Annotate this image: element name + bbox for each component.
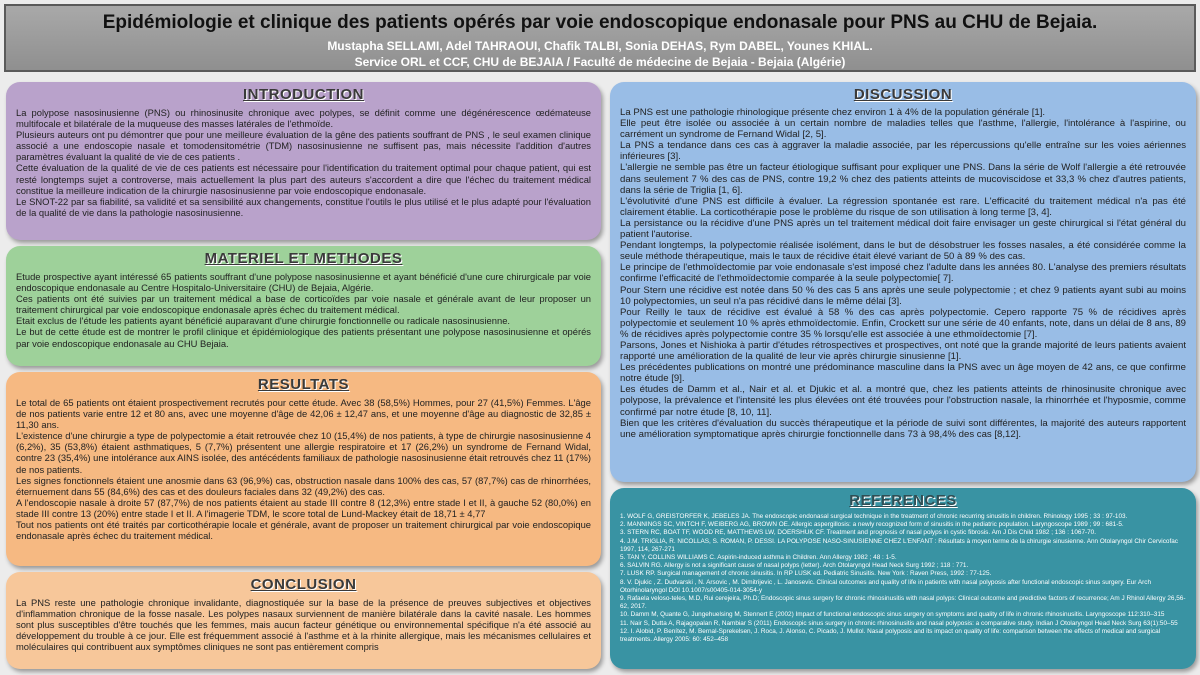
- poster-title: Epidémiologie et clinique des patients opérés par voie endoscopique endonasale pour PNS au CHU de Bejaia.: [102, 12, 1098, 33]
- results-panel: [6, 372, 601, 566]
- reference-item: 4. J.M. TRIGLIA, R. NICOLLAS, S. ROMAN, P. DESSI. LA POLYPOSE NASO-SINUSIENNE CHEZ L'ENFANT : Résultats à moyen terme de la chirurgie sinusienne. Ann Otolaryngol Chir Cervicofac 1997, 114, 267-271: [620, 537, 1178, 553]
- results-paragraph: Le total de 65 patients ont étaient prospectivement recrutés pour cette étude. Avec 38 (58,5%) Hommes, pour 27 (41,5%) Femmes. L'âge de nos patients varie entre 12 et 80 ans, avec une moyenne d'âge de 42,06 ± 12,47 ans, et une moyenne d'âge au diagnostic de 32,85 ± 11,30 ans.: [16, 397, 591, 431]
- discussion-paragraph: Le principe de l'ethmoïdectomie par voie endonasale s'est imposé chez l'adulte dans les années 80. L'analyse des premiers résultats confirme l'efficacité de l'ethmoïdectomie comparée à la seule polypectomie[ 7].: [620, 262, 1186, 285]
- reference-item: 6. SALVIN RG. Allergy is not a significant cause of nasal polyps (letter). Arch Otolaryngol Head Neck Surg 1992 ; 118 : 771.: [620, 562, 969, 570]
- discussion-paragraph: La PNS a tendance dans ces cas à aggraver la maladie associée, par les répercussions qu'elle entraîne sur les voies aériennes inférieures [3].: [620, 140, 1186, 163]
- conclusion-heading: CONCLUSION: [250, 576, 357, 593]
- references-heading: REFERENCES: [849, 492, 957, 509]
- methods-paragraph: Etait exclus de l'étude les patients ayant bénéficié auparavant d'une chirurgie fonctionnelle ou radicale nasosinusienne.: [16, 315, 511, 327]
- reference-item: 2. MANNINGS SC, VINTCH F, WEIBERG AG, BROWN OE. Allergic aspergillosis: a newly recognized form of sinusitis in the pediatric population. Laryngoscope 1989 ; 99 : 681-5.: [620, 521, 1124, 529]
- reference-item: 9. Rafaela veloso-teles, M.D, Rui cerejeira, Ph.D; Endoscopic sinus surgery for chronic rhinosinusitis with nasal polyps: Clinical outcome and predictive factors of recurrence; Am J Rhinol Allergy 26,56-62, 2017.: [620, 595, 1186, 611]
- discussion-paragraph: L'allergie ne semble pas être un facteur étiologique suffisant pour expliquer une PNS. Dans la série de Wolf l'allergie a été retrouvée dans seulement 7 % des cas de PNS, contre 19,2 % chez des patients atteints de mucoviscidose et 33,3 % chez d'autres patients, dans la série de Triglia [1, 6].: [620, 162, 1186, 196]
- reference-item: 12. I. Alobid, P. Benítez, M. Bernal-Sprekelsen, J. Roca, J. Alonso, C. Picado, J. Mullol. Nasal polyposis and its impact on quality of life: comparison between the effects of medical and surgical treatments. Allergy 2005: 60: 452–458: [620, 627, 1161, 644]
- methods-heading: MATERIEL ET METHODES: [204, 250, 403, 267]
- discussion-paragraph: Elle peut être isolée ou associée à un certain nombre de maladies telles que l'asthme, l'allergie, l'intolérance à l'aspirine, ou carrément un syndrome de Fernand Widal [2, 5].: [620, 118, 1186, 141]
- poster-affiliation: Service ORL et CCF, CHU de BEJAIA / Faculté de médecine de Bejaia - Bejaia (Algérie): [354, 55, 846, 69]
- reference-item: 5. TAN Y, COLLINS WILLIAMS C. Aspirin-induced asthma in Children. Ann Allergy 1982 ; 48 : 1-5.: [620, 554, 897, 562]
- poster-header: [4, 4, 1196, 72]
- discussion-paragraph: La PNS est une pathologie rhinologique présente chez environ 1 à 4% de la population générale [1].: [620, 107, 1046, 118]
- reference-item: 10. Damm M, Quante G, Jungehuelsing M, Stennert E (2002) Impact of functional endoscopic sinus surgery on symptoms and quality of life in chronic rhinosinusitis. Laryngoscope 112:310–315: [620, 611, 1165, 619]
- introduction-panel: [6, 82, 601, 240]
- results-heading: RESULTATS: [257, 376, 350, 393]
- discussion-heading: DISCUSSION: [853, 86, 953, 103]
- reference-item: 1. WOLF G, GREISTORFER K, JEBELES JA. The endoscopic endonasal surgical technique in the treatment of chronic recurring sinusitis in children. Rhinology 1995 ; 33 : 97-103.: [620, 513, 1128, 520]
- discussion-paragraph: Parsons, Jones et Nishioka à partir d'études rétrospectives et prospectives, ont noté que la grande majorité de leurs patients avaient rapporté une amélioration de la qualité de leur vie après chirurgie sinusienne [1].: [620, 339, 1186, 363]
- methods-panel: [6, 246, 601, 366]
- discussion-paragraph: Pour Stern une récidive est notée dans 50 % des cas 5 ans après une seule polypectomie ; et chez 9 patients ayant subi au moins 10 polypectomies, un seul n'a pas récidivé dans le même délai [3].: [620, 284, 1186, 307]
- reference-item: 7. LUSK RP. Surgical management of chronic sinusitis. In RP LUSK ed. Pediatric Sinusitis. New York : Raven Press, 1992 : 77-125.: [620, 570, 992, 578]
- results-paragraph: L'existence d'une chirurgie a type de polypectomie a était retrouvée chez 10 (15,4%) de nos patients, à type de chirurgie nasosinusienne 4 (6,2%), 35 (53,8%) étaient asthmatiques, 5 (7,7%) présentent une allergie respiratoire et 17 (26,2%) un syndrome de Fernand Widal, contre 23 (35,4%) une intolérance aux AINS isolée, des antécédents familiaux de pathologie nasosinusienne était retrouvés chez 11 (17%) de nos patients.: [16, 430, 591, 475]
- introduction-paragraph: La polypose nasosinusienne (PNS) ou rhinosinusite chronique avec polypes, se définit comme une dégénérescence œdémateuse multifocale et bilatérale de la muqueuse des masses latérales de l'ethmoïde.: [16, 107, 591, 130]
- conclusion-panel: [6, 572, 601, 669]
- introduction-heading: INTRODUCTION: [243, 86, 364, 103]
- poster-authors: Mustapha SELLAMI, Adel TAHRAOUI, Chafik TALBI, Sonia DEHAS, Rym DABEL, Younes KHIAL.: [327, 39, 873, 53]
- discussion-paragraph: Pendant longtemps, la polypectomie réalisée isolément, dans le but de désobstruer les fosses nasales, a été considérée comme la seule méthode thérapeutique, mais le taux de récidive était élevé variant de 50 à 89 % des cas.: [620, 240, 1186, 263]
- references-panel: [610, 488, 1196, 669]
- results-paragraph: A l'endoscopie nasale à droite 57 (87,7%) de nos patients étaient au stade III contre 8 (12,3%) entre stade I et II, à gauche 52 (80,0%) en stade III contre 13 (20%) entre stade I et II. A l'imagerie TDM, le score total de Lund-Mackey était de 18,71 ± 4,77: [16, 496, 591, 519]
- discussion-paragraph: L'évolutivité d'une PNS est difficile à évaluer. La régression spontanée est rare. L'efficacité du traitement médical n'a pas été clairement établie. La corticothérapie pose le problème du risque de son utilisation à long terme [3, 4].: [620, 195, 1186, 218]
- discussion-paragraph: Les études de Damm et al., Nair et al. et Djukic et al. a montré que, chez les patients atteints de rhinosinusite chronique avec polypose, la prévalence et l'intensité les plus élevées ont été trouvées pour l'obstruction nasale, la rhinorrhée et l'hyposmie, comme confirmé par notre étude [8, 10, 11].: [620, 384, 1186, 418]
- conclusion-paragraph: La PNS reste une pathologie chronique invalidante, diagnostiquée sur la base de la présence de preuves subjectives et objectives d'inflammation chronique de la fosse nasale. Les polypes nasaux surviennent de manière bilatérale dans la cavité nasale. Les hommes sont plus susceptibles d'être touchés que les femmes, mais aucun facteur génétique ou environnemental spécifique n'a été associé au développement du trouble à ce jour. Elle est fréquemment associé à l'asthme et à la rhinite allergique, mais les mécanismes cellulaires et moléculaires qui contribuent aux symptômes cliniques ne sont pas entièrement compris: [16, 597, 591, 653]
- introduction-paragraph: Cette évaluation de la qualité de vie de ces patients est nécessaire pour l'identification du traitement optimal pour chaque patient, qui est resté longtemps sujet a controverse, mais actuellement la plus part des auteurs s'accordent a dire que l'échec du traitement médical constitue la meilleure indication de la chirurgie nasosinusienne par voie endoscopique endonasale.: [16, 162, 591, 196]
- discussion-paragraph: Pour Reilly le taux de récidive est évalué à 58 % des cas après polypectomie. Cepero rapporte 75 % de récidives après polypectomie et seulement 10 % après ethmoïdectomie. Enfin, Crockett sur une série de 40 enfants, note, dans un délai de 8 ans, 89 % de récidives après polypectomie contre 35 % lorsqu'elle est associée à une ethmoïdectomie [7].: [620, 306, 1186, 340]
- reference-item: 8. V. Djukic , Z. Dudvarski , N. Arsovic , M. Dimitrijevic , L. Janosevic. Clinical outcomes and quality of life in patients with nasal polyposis after functional endoscopic sinus surgery. Eur Arch Otorhinolaryngol DOI 10.1007/s00405-014-3054-y: [620, 578, 1152, 594]
- discussion-paragraph: Les précédentes publications on montré une prédominance masculine dans la PNS avec un âge moyen de 42 ans, ce que confirme notre étude [9].: [620, 362, 1186, 385]
- discussion-paragraph: Bien que les critères d'évaluation du succès thérapeutique et la période de suivi sont différentes, la majorité des auteurs rapportent une amélioration symptomatique après chirurgie fonctionnelle dans 73 à 98,4% des cas [8,12].: [620, 417, 1186, 440]
- introduction-paragraph: Plusieurs auteurs ont pu démontrer que pour une meilleure évaluation de la gêne des patients souffrant de PNS , le seul examen clinique associé a une endoscopie nasale et tomodensitométrie (TDM) nasosinusienne ne suffisent pas, mais nécessite l'addition d'autres paramètres évaluant la qualité de vie de ces patients .: [16, 129, 591, 163]
- methods-paragraph: Le but de cette étude est de montrer le profil clinique et épidémiologique des patients présentant une polypose nasosinusienne et opérés par voie endoscopique endonasale au CHU Bejaia.: [16, 326, 591, 349]
- methods-paragraph: Etude prospective ayant intéressé 65 patients souffrant d'une polypose nasosinusienne et ayant bénéficié d'une cure chirurgicale par voie endoscopique endonasale au Centre Hospitalo-Universitaire (CHU) de Bejaia, Algérie.: [16, 271, 591, 294]
- methods-paragraph: Ces patients ont été suivies par un traitement médical a base de corticoïdes par voie nasale et générale avant de leur proposer un traitement chirurgical par voie endoscopique endonasale après échec du traitement médical.: [16, 293, 591, 316]
- references-list: [620, 513, 1186, 644]
- reference-item: 3. STERN RC, BOAT TF, WOOD RE, MATTHEWS LW, DOERSHUK CF. Treatment and prognosis of nasal polyps in cystic fibrosis. Am J Dis Child 1982 ; 136 : 1067-70.: [620, 529, 1097, 537]
- introduction-paragraph: Le SNOT-22 par sa fiabilité, sa validité et sa sensibilité aux changements, constitue l'outils le plus utilisé et le plus adapté pour l'évaluation de la qualité de vie dans la pathologie nasosinusienne.: [16, 195, 591, 218]
- results-paragraph: Les signes fonctionnels étaient une anosmie dans 63 (96,9%) cas, obstruction nasale dans 100% des cas, 57 (87,7%) cas de rhinorrhées, éternuement dans 55 (84,6%) des cas et des douleurs faciales dans 32 (49,2%) des cas.: [16, 474, 591, 497]
- reference-item: 11. Nair S, Dutta A, Rajagopalan R, Nambiar S (2011) Endoscopic sinus surgery in chronic rhinosinusitis and nasal polyposis: a comparative study. Indian J Otolaryngol Head Neck Surg 63(1):50–55: [620, 619, 1178, 627]
- results-paragraph: Tout nos patients ont été traités par corticothérapie locale et générale, avant de proposer un traitement chirurgical par voie endoscopique endonasale après échec du traitement médical.: [16, 519, 591, 542]
- discussion-paragraph: La persistance ou la récidive d'une PNS après un tel traitement médical doit faire envisager un geste chirurgical si l'état général du patient l'autorise.: [620, 217, 1186, 241]
- discussion-panel: [610, 82, 1196, 482]
